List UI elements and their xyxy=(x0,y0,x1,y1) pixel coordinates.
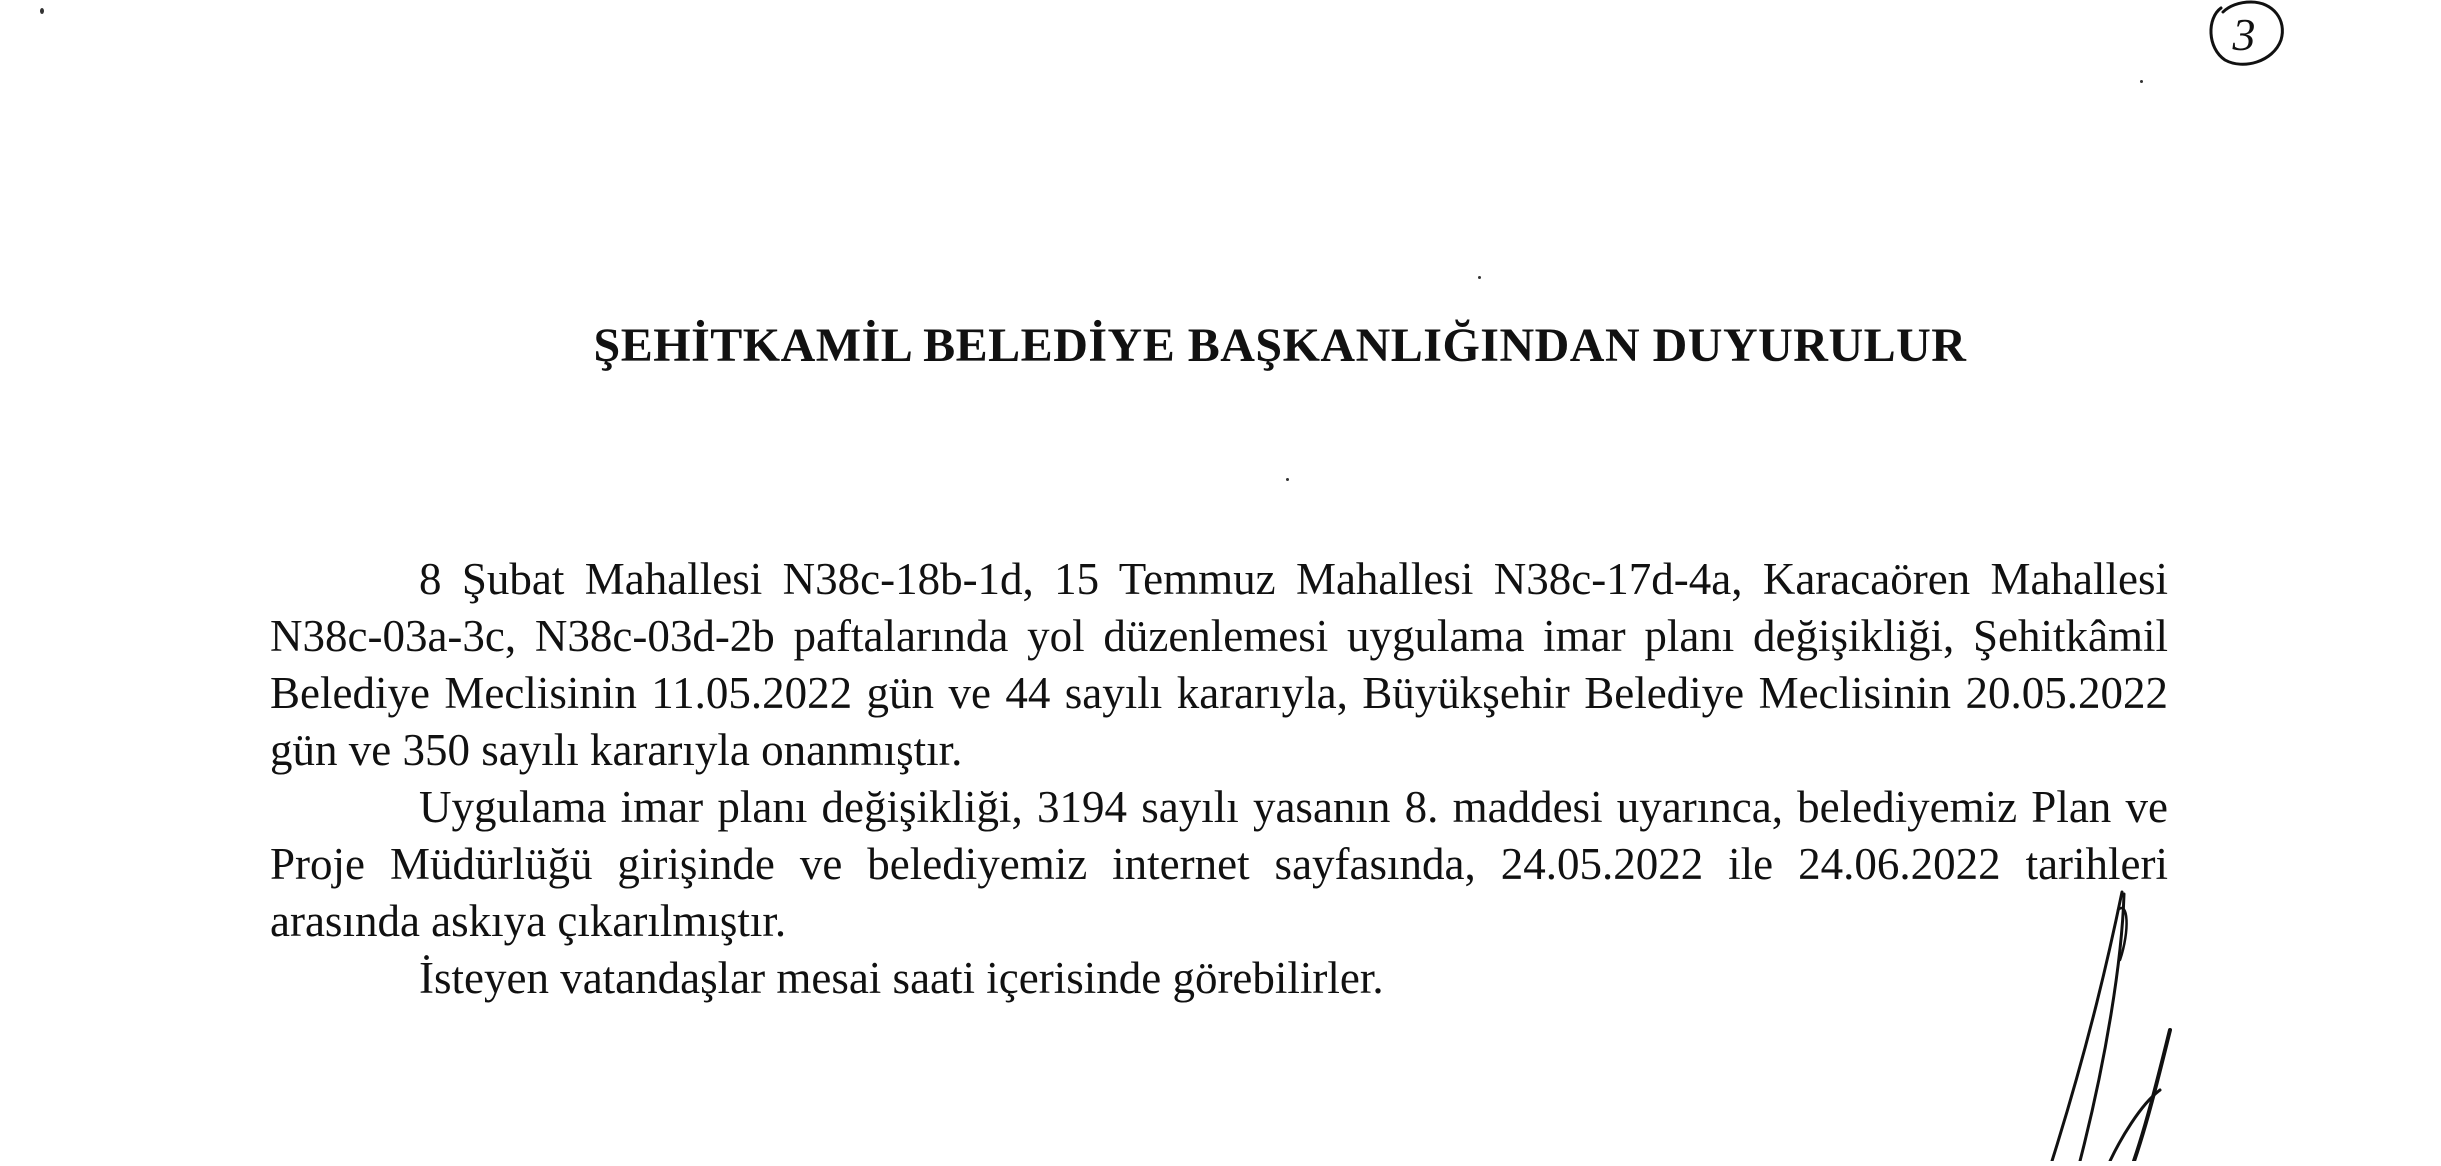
handwritten-signature xyxy=(2010,890,2210,1161)
announcement-body xyxy=(270,551,2168,1007)
paragraph-citizen-access: İsteyen vatandaşlar mesai saati içerisinde görebilirler. xyxy=(419,953,1384,1003)
announcement-title: ŞEHİTKAMİL BELEDİYE BAŞKANLIĞINDAN DUYURULUR xyxy=(593,319,1967,372)
scan-speck xyxy=(1478,276,1481,279)
scan-speck xyxy=(2140,80,2143,83)
paragraph-public-display: Uygulama imar planı değişikliği, 3194 sayılı yasanın 8. maddesi uyarınca, belediyemiz Plan ve Proje Müdürlüğü girişinde ve belediyemiz internet sayfasında, 24.05.2022 ile 24.06.2022 tarihleri arasında askıya çıkarılmıştır. xyxy=(270,782,2168,946)
paragraph-plan-approval: 8 Şubat Mahallesi N38c-18b-1d, 15 Temmuz Mahallesi N38c-17d-4a, Karacaören Mahallesi N38c-03a-3c, N38c-03d-2b paftalarında yol düzenlemesi uygulama imar planı değişikliği, Şehitkâmil Belediye Meclisinin 11.05.2022 gün ve 44 sayılı kararıyla, Büyükşehir Belediye Meclisinin 20.05.2022 gün ve 350 sayılı kararıyla onanmıştır. xyxy=(270,554,2168,775)
handwritten-page-number xyxy=(2203,0,2285,70)
scan-speck xyxy=(40,8,44,14)
scan-speck xyxy=(1286,478,1289,481)
page-number-text: 3 xyxy=(2232,9,2256,60)
